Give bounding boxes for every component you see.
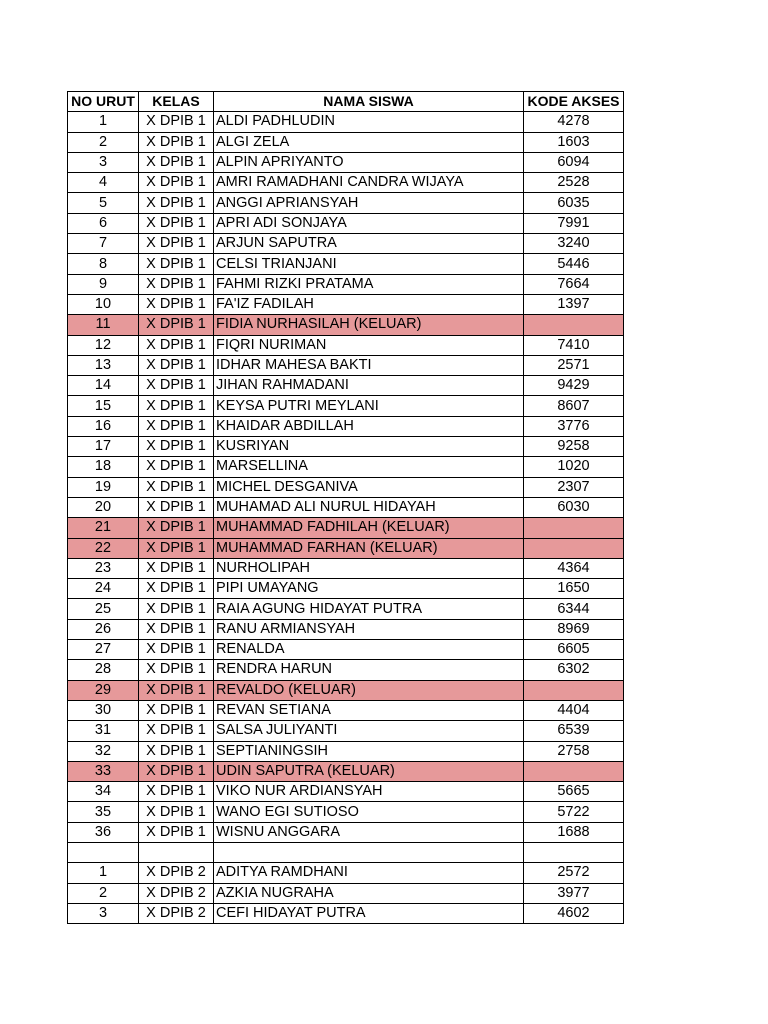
cell-no-urut[interactable]: 18 xyxy=(68,457,139,477)
cell-nama-siswa[interactable]: REVAN SETIANA xyxy=(214,700,524,720)
header-row xyxy=(68,92,624,112)
cell-kode-akses[interactable]: 2571 xyxy=(524,355,624,375)
cell-nama-siswa[interactable]: KEYSA PUTRI MEYLANI xyxy=(214,396,524,416)
header-no-urut[interactable]: NO URUT xyxy=(68,92,139,112)
cell-no-urut[interactable]: 2 xyxy=(68,883,139,903)
cell-kode-akses[interactable]: 2307 xyxy=(524,477,624,497)
table-row[interactable] xyxy=(68,254,624,274)
table-row[interactable] xyxy=(68,842,624,862)
table-row[interactable] xyxy=(68,903,624,923)
cell-kelas[interactable]: X DPIB 1 xyxy=(139,538,214,558)
cell-kode-akses[interactable] xyxy=(524,315,624,335)
table-row[interactable] xyxy=(68,132,624,152)
cell-kelas[interactable]: X DPIB 1 xyxy=(139,761,214,781)
cell-kelas[interactable]: X DPIB 1 xyxy=(139,437,214,457)
cell-nama-siswa[interactable]: ANGGI APRIANSYAH xyxy=(214,193,524,213)
cell-kode-akses[interactable]: 1688 xyxy=(524,822,624,842)
cell-nama-siswa[interactable]: JIHAN RAHMADANI xyxy=(214,376,524,396)
cell-kode-akses[interactable]: 2528 xyxy=(524,173,624,193)
cell-no-urut[interactable]: 26 xyxy=(68,619,139,639)
cell-kode-akses[interactable]: 8969 xyxy=(524,619,624,639)
table-row-keluar[interactable] xyxy=(68,518,624,538)
cell-no-urut[interactable]: 7 xyxy=(68,234,139,254)
cell-nama-siswa[interactable]: FAHMI RIZKI PRATAMA xyxy=(214,274,524,294)
cell-kelas[interactable]: X DPIB 1 xyxy=(139,782,214,802)
cell-no-urut[interactable]: 20 xyxy=(68,497,139,517)
cell-nama-siswa[interactable]: APRI ADI SONJAYA xyxy=(214,213,524,233)
cell-kode-akses[interactable]: 2758 xyxy=(524,741,624,761)
table-row[interactable] xyxy=(68,883,624,903)
cell-nama-siswa[interactable]: KHAIDAR ABDILLAH xyxy=(214,416,524,436)
table-row[interactable] xyxy=(68,721,624,741)
cell-no-urut[interactable]: 3 xyxy=(68,903,139,923)
cell-no-urut[interactable]: 29 xyxy=(68,680,139,700)
cell-kelas[interactable]: X DPIB 1 xyxy=(139,294,214,314)
cell-no-urut[interactable]: 23 xyxy=(68,558,139,578)
cell-kelas[interactable]: X DPIB 1 xyxy=(139,640,214,660)
cell-no-urut[interactable]: 12 xyxy=(68,335,139,355)
cell-nama-siswa[interactable]: FIQRI NURIMAN xyxy=(214,335,524,355)
cell-kelas[interactable]: X DPIB 1 xyxy=(139,193,214,213)
cell-kelas[interactable]: X DPIB 1 xyxy=(139,234,214,254)
table-row[interactable] xyxy=(68,112,624,132)
table-row[interactable] xyxy=(68,558,624,578)
cell-kelas[interactable]: X DPIB 1 xyxy=(139,599,214,619)
cell-no-urut[interactable]: 10 xyxy=(68,294,139,314)
cell-nama-siswa[interactable]: RAIA AGUNG HIDAYAT PUTRA xyxy=(214,599,524,619)
cell-no-urut[interactable]: 16 xyxy=(68,416,139,436)
cell-no-urut[interactable]: 4 xyxy=(68,173,139,193)
cell-kelas[interactable]: X DPIB 1 xyxy=(139,558,214,578)
cell-no-urut[interactable]: 31 xyxy=(68,721,139,741)
table-row[interactable] xyxy=(68,294,624,314)
cell-kode-akses[interactable]: 5446 xyxy=(524,254,624,274)
cell-nama-siswa[interactable]: MUHAMMAD FARHAN (KELUAR) xyxy=(214,538,524,558)
cell-kelas[interactable]: X DPIB 1 xyxy=(139,335,214,355)
table-row[interactable] xyxy=(68,640,624,660)
cell-kode-akses[interactable]: 7664 xyxy=(524,274,624,294)
cell-nama-siswa[interactable]: SALSA JULIYANTI xyxy=(214,721,524,741)
cell-nama-siswa[interactable]: UDIN SAPUTRA (KELUAR) xyxy=(214,761,524,781)
cell-kelas[interactable]: X DPIB 1 xyxy=(139,822,214,842)
cell-kode-akses[interactable]: 7410 xyxy=(524,335,624,355)
header-nama-siswa[interactable]: NAMA SISWA xyxy=(214,92,524,112)
cell-kelas[interactable]: X DPIB 1 xyxy=(139,152,214,172)
cell-kode-akses[interactable]: 6035 xyxy=(524,193,624,213)
table-row[interactable] xyxy=(68,619,624,639)
cell-kode-akses[interactable]: 1650 xyxy=(524,579,624,599)
cell-nama-siswa[interactable]: ALPIN APRIYANTO xyxy=(214,152,524,172)
cell-no-urut[interactable]: 19 xyxy=(68,477,139,497)
cell-nama-siswa[interactable]: WISNU ANGGARA xyxy=(214,822,524,842)
cell-no-urut[interactable]: 34 xyxy=(68,782,139,802)
cell-kode-akses[interactable]: 6605 xyxy=(524,640,624,660)
table-row[interactable] xyxy=(68,782,624,802)
cell-kode-akses[interactable]: 3240 xyxy=(524,234,624,254)
cell-kelas[interactable]: X DPIB 1 xyxy=(139,376,214,396)
cell-no-urut[interactable]: 27 xyxy=(68,640,139,660)
cell-no-urut[interactable]: 25 xyxy=(68,599,139,619)
table-row[interactable] xyxy=(68,193,624,213)
cell-kode-akses[interactable]: 6302 xyxy=(524,660,624,680)
cell-no-urut[interactable]: 17 xyxy=(68,437,139,457)
cell-no-urut[interactable]: 11 xyxy=(68,315,139,335)
table-row-keluar[interactable] xyxy=(68,315,624,335)
table-row[interactable] xyxy=(68,579,624,599)
table-row[interactable] xyxy=(68,437,624,457)
cell-kode-akses[interactable]: 3977 xyxy=(524,883,624,903)
cell-nama-siswa[interactable]: NURHOLIPAH xyxy=(214,558,524,578)
cell-kode-akses[interactable]: 9429 xyxy=(524,376,624,396)
cell-kode-akses[interactable] xyxy=(524,842,624,862)
cell-kode-akses[interactable] xyxy=(524,538,624,558)
cell-kelas[interactable]: X DPIB 1 xyxy=(139,741,214,761)
cell-kode-akses[interactable]: 4404 xyxy=(524,700,624,720)
cell-nama-siswa[interactable]: ARJUN SAPUTRA xyxy=(214,234,524,254)
cell-nama-siswa[interactable]: WANO EGI SUTIOSO xyxy=(214,802,524,822)
table-row[interactable] xyxy=(68,213,624,233)
cell-nama-siswa[interactable]: RANU ARMIANSYAH xyxy=(214,619,524,639)
table-row[interactable] xyxy=(68,274,624,294)
cell-nama-siswa[interactable]: ALGI ZELA xyxy=(214,132,524,152)
cell-kelas[interactable]: X DPIB 1 xyxy=(139,619,214,639)
cell-kelas[interactable]: X DPIB 1 xyxy=(139,497,214,517)
cell-nama-siswa[interactable]: ALDI PADHLUDIN xyxy=(214,112,524,132)
cell-kode-akses[interactable] xyxy=(524,518,624,538)
cell-nama-siswa[interactable]: ADITYA RAMDHANI xyxy=(214,863,524,883)
cell-kelas[interactable]: X DPIB 1 xyxy=(139,457,214,477)
student-access-code-table xyxy=(67,91,624,924)
cell-kode-akses[interactable]: 6539 xyxy=(524,721,624,741)
cell-kelas[interactable]: X DPIB 1 xyxy=(139,721,214,741)
table-row[interactable] xyxy=(68,152,624,172)
cell-kelas[interactable]: X DPIB 1 xyxy=(139,579,214,599)
table-row[interactable] xyxy=(68,173,624,193)
cell-kelas[interactable]: X DPIB 1 xyxy=(139,173,214,193)
table-row[interactable] xyxy=(68,355,624,375)
cell-kode-akses[interactable]: 3776 xyxy=(524,416,624,436)
cell-kode-akses[interactable]: 9258 xyxy=(524,437,624,457)
cell-kelas[interactable]: X DPIB 1 xyxy=(139,477,214,497)
table-body xyxy=(68,112,624,924)
cell-kelas[interactable] xyxy=(139,842,214,862)
cell-no-urut[interactable]: 36 xyxy=(68,822,139,842)
header-kode-akses[interactable]: KODE AKSES xyxy=(524,92,624,112)
cell-nama-siswa[interactable]: MUHAMAD ALI NURUL HIDAYAH xyxy=(214,497,524,517)
cell-no-urut[interactable]: 15 xyxy=(68,396,139,416)
cell-kelas[interactable]: X DPIB 1 xyxy=(139,700,214,720)
cell-kelas[interactable]: X DPIB 2 xyxy=(139,863,214,883)
cell-kode-akses[interactable]: 1397 xyxy=(524,294,624,314)
cell-no-urut[interactable]: 9 xyxy=(68,274,139,294)
table-row[interactable] xyxy=(68,234,624,254)
table-row[interactable] xyxy=(68,741,624,761)
cell-nama-siswa[interactable]: MUHAMMAD FADHILAH (KELUAR) xyxy=(214,518,524,538)
cell-no-urut[interactable]: 3 xyxy=(68,152,139,172)
cell-kelas[interactable]: X DPIB 1 xyxy=(139,254,214,274)
cell-no-urut[interactable]: 2 xyxy=(68,132,139,152)
cell-kode-akses[interactable]: 2572 xyxy=(524,863,624,883)
cell-no-urut[interactable]: 21 xyxy=(68,518,139,538)
table-row[interactable] xyxy=(68,660,624,680)
cell-nama-siswa[interactable]: RENDRA HARUN xyxy=(214,660,524,680)
cell-nama-siswa[interactable]: PIPI UMAYANG xyxy=(214,579,524,599)
table-row[interactable] xyxy=(68,863,624,883)
cell-kelas[interactable]: X DPIB 1 xyxy=(139,132,214,152)
cell-no-urut[interactable]: 6 xyxy=(68,213,139,233)
cell-kelas[interactable]: X DPIB 1 xyxy=(139,660,214,680)
cell-kode-akses[interactable]: 6030 xyxy=(524,497,624,517)
cell-kelas[interactable]: X DPIB 1 xyxy=(139,518,214,538)
cell-no-urut[interactable]: 1 xyxy=(68,112,139,132)
cell-nama-siswa[interactable]: VIKO NUR ARDIANSYAH xyxy=(214,782,524,802)
table-row-keluar[interactable] xyxy=(68,538,624,558)
cell-nama-siswa[interactable]: REVALDO (KELUAR) xyxy=(214,680,524,700)
table-row[interactable] xyxy=(68,335,624,355)
cell-kelas[interactable]: X DPIB 1 xyxy=(139,112,214,132)
cell-kode-akses[interactable]: 4364 xyxy=(524,558,624,578)
cell-kode-akses[interactable]: 6344 xyxy=(524,599,624,619)
table-row[interactable] xyxy=(68,416,624,436)
cell-no-urut[interactable]: 5 xyxy=(68,193,139,213)
table-row-keluar[interactable] xyxy=(68,680,624,700)
table-row[interactable] xyxy=(68,700,624,720)
cell-kelas[interactable]: X DPIB 1 xyxy=(139,680,214,700)
cell-nama-siswa[interactable]: FA'IZ FADILAH xyxy=(214,294,524,314)
cell-no-urut[interactable] xyxy=(68,842,139,862)
cell-kode-akses[interactable]: 1603 xyxy=(524,132,624,152)
cell-nama-siswa[interactable]: SEPTIANINGSIH xyxy=(214,741,524,761)
cell-nama-siswa[interactable]: AMRI RAMADHANI CANDRA WIJAYA xyxy=(214,173,524,193)
cell-no-urut[interactable]: 22 xyxy=(68,538,139,558)
cell-kelas[interactable]: X DPIB 2 xyxy=(139,903,214,923)
table-row[interactable] xyxy=(68,599,624,619)
cell-no-urut[interactable]: 32 xyxy=(68,741,139,761)
cell-nama-siswa[interactable]: RENALDA xyxy=(214,640,524,660)
cell-no-urut[interactable]: 8 xyxy=(68,254,139,274)
table-row[interactable] xyxy=(68,457,624,477)
cell-no-urut[interactable]: 28 xyxy=(68,660,139,680)
cell-kode-akses[interactable]: 5722 xyxy=(524,802,624,822)
cell-kode-akses[interactable]: 1020 xyxy=(524,457,624,477)
cell-nama-siswa[interactable]: MARSELLINA xyxy=(214,457,524,477)
cell-kode-akses[interactable]: 7991 xyxy=(524,213,624,233)
cell-kelas[interactable]: X DPIB 2 xyxy=(139,883,214,903)
cell-kelas[interactable]: X DPIB 1 xyxy=(139,802,214,822)
table-row[interactable] xyxy=(68,376,624,396)
cell-nama-siswa[interactable]: FIDIA NURHASILAH (KELUAR) xyxy=(214,315,524,335)
table-row[interactable] xyxy=(68,497,624,517)
cell-kode-akses[interactable]: 8607 xyxy=(524,396,624,416)
cell-nama-siswa[interactable]: IDHAR MAHESA BAKTI xyxy=(214,355,524,375)
cell-nama-siswa[interactable]: AZKIA NUGRAHA xyxy=(214,883,524,903)
cell-no-urut[interactable]: 13 xyxy=(68,355,139,375)
cell-no-urut[interactable]: 33 xyxy=(68,761,139,781)
cell-kelas[interactable]: X DPIB 1 xyxy=(139,355,214,375)
cell-no-urut[interactable]: 1 xyxy=(68,863,139,883)
cell-kode-akses[interactable] xyxy=(524,680,624,700)
cell-nama-siswa[interactable]: KUSRIYAN xyxy=(214,437,524,457)
cell-kelas[interactable]: X DPIB 1 xyxy=(139,213,214,233)
cell-no-urut[interactable]: 30 xyxy=(68,700,139,720)
table-row[interactable] xyxy=(68,822,624,842)
cell-kelas[interactable]: X DPIB 1 xyxy=(139,416,214,436)
header-kelas[interactable]: KELAS xyxy=(139,92,214,112)
cell-no-urut[interactable]: 14 xyxy=(68,376,139,396)
cell-kode-akses[interactable]: 6094 xyxy=(524,152,624,172)
cell-no-urut[interactable]: 35 xyxy=(68,802,139,822)
cell-kode-akses[interactable]: 4278 xyxy=(524,112,624,132)
cell-kode-akses[interactable]: 4602 xyxy=(524,903,624,923)
table-row-keluar[interactable] xyxy=(68,761,624,781)
cell-nama-siswa[interactable]: CELSI TRIANJANI xyxy=(214,254,524,274)
table-row[interactable] xyxy=(68,477,624,497)
cell-kode-akses[interactable] xyxy=(524,761,624,781)
cell-kode-akses[interactable]: 5665 xyxy=(524,782,624,802)
cell-kelas[interactable]: X DPIB 1 xyxy=(139,274,214,294)
cell-no-urut[interactable]: 24 xyxy=(68,579,139,599)
cell-nama-siswa[interactable]: CEFI HIDAYAT PUTRA xyxy=(214,903,524,923)
cell-nama-siswa[interactable]: MICHEL DESGANIVA xyxy=(214,477,524,497)
table-row[interactable] xyxy=(68,802,624,822)
cell-nama-siswa[interactable] xyxy=(214,842,524,862)
table-row[interactable] xyxy=(68,396,624,416)
cell-kelas[interactable]: X DPIB 1 xyxy=(139,315,214,335)
cell-kelas[interactable]: X DPIB 1 xyxy=(139,396,214,416)
